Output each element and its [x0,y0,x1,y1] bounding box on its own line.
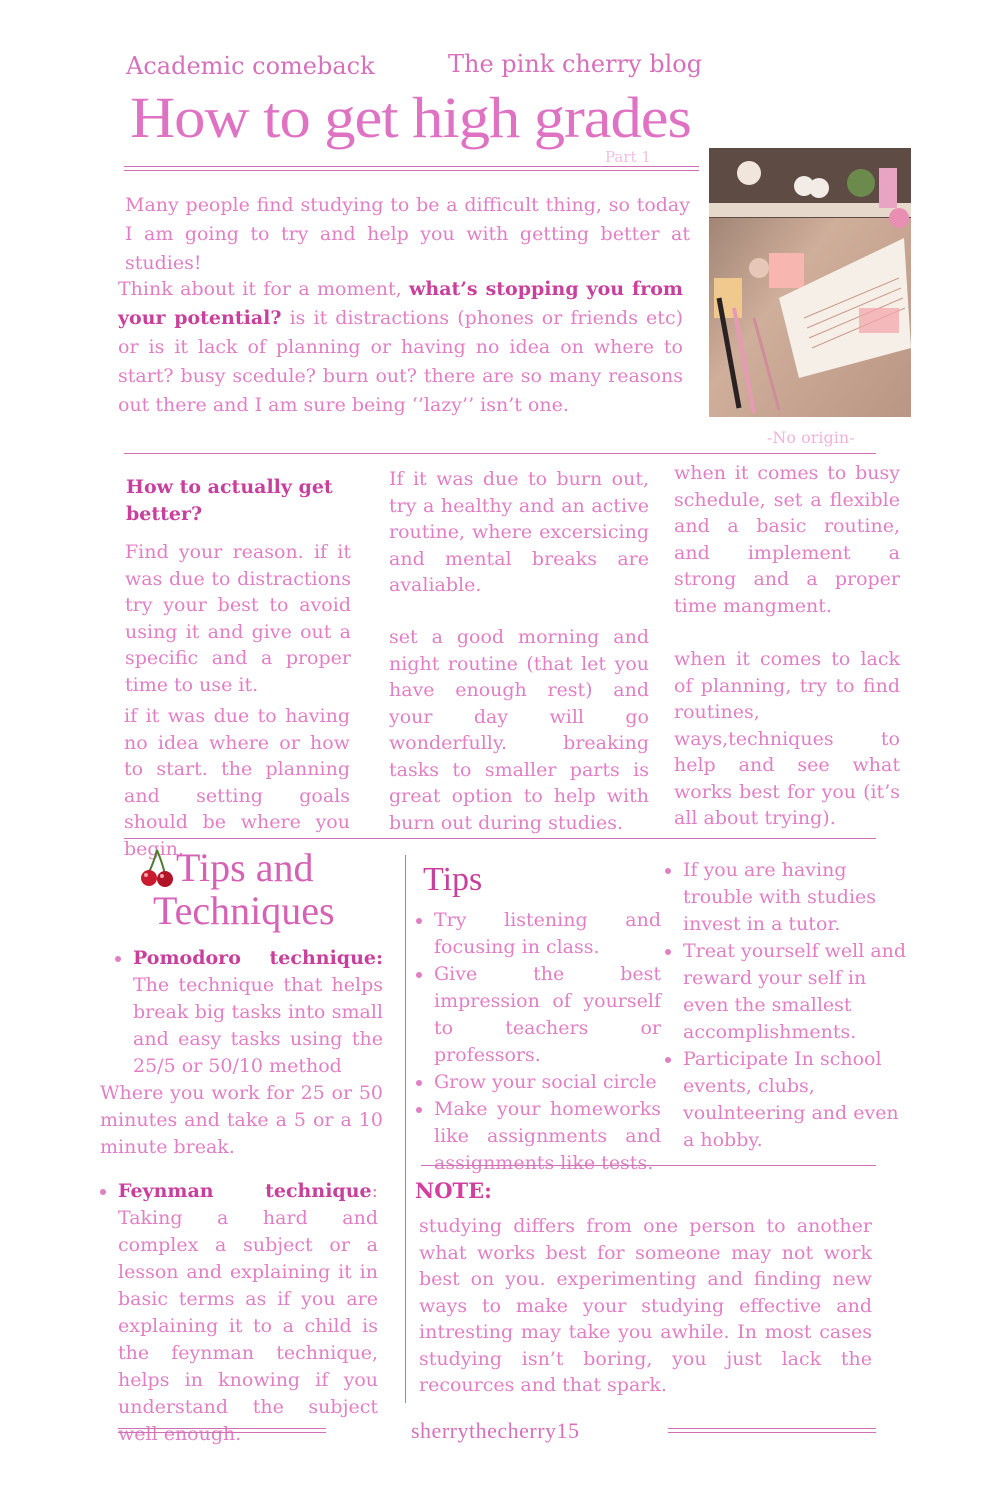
kicker-left: Academic comeback [126,52,375,80]
tips-left-text: Grow your social circle [434,1071,657,1093]
tips-left-item [434,961,661,1069]
footer-rule-left [118,1428,326,1433]
section1-col2-p1: If it was due to burn out, try a healthy and an active routine, where excersicing and mental breaks are avaliable. [389,468,649,596]
tips-right-item [683,938,913,1046]
tips-right-item [683,857,913,938]
section1-col2-p2: set a good morning and night routine (that let you have enough rest) and your day will go wonderfully. breaking tasks to smaller parts is great option to help with burn out during studies. [389,626,649,834]
intro-p2-lead: Think about it for a moment, [118,278,410,300]
kicker-right: The pink cherry blog [448,50,703,78]
section1-col3-p1: when it comes to busy schedule, set a flexible and a basic routine, and implement a strong and a proper time mangment. [674,462,900,617]
cherry-icon [140,848,176,888]
tips-left-text: Give the best impression of yourself to teachers or professors. [434,963,661,1066]
techniques-heading-line2: Techniques [153,888,335,933]
photo-caption: -No origin- [767,428,855,447]
tips-left-item [434,907,661,961]
tips-right-text: Participate In school events, clubs, voulnteering and even a hobby. [683,1048,899,1151]
tips-left-text: Try listening and focusing in class. [434,909,661,958]
desk-photo-image [709,148,911,417]
intro-p2-rest: is it distractions (phones or friends etc) or is it lack of planning or having no idea on where to start? busy scedule? burn out? there are so many reasons out there and I am sure being ‘’lazy’’ isn’t one. [118,307,683,416]
part-label: Part 1 [605,148,651,166]
feynman-list [118,1178,378,1448]
tips-heading: Tips [423,861,483,898]
tips-right-item [683,1046,913,1154]
tips-right-text: Treat yourself well and reward your self in even the smallest accomplishments. [683,940,907,1043]
feynman-bold: Feynman technique [118,1180,372,1202]
tips-left-item [434,1069,661,1096]
footer-rule-right [668,1428,876,1433]
tips-left-text: Make your homeworks like assignments and assignments like tests. [434,1098,661,1174]
section-rule-2 [124,838,876,839]
bullet-icon [665,1057,671,1063]
note-text: studying differs from one person to another what works best for someone may not work best on you. experimenting and finding new ways to make your studying effective and intresting may take you awhile. In most cases studying isn’t boring, you just lack the recources and that spark. [419,1215,872,1396]
bullet-icon [115,956,121,962]
bullet-icon [416,1080,422,1086]
feynman-item [118,1178,378,1448]
pomodoro-item [133,945,383,1080]
tips-right-text: If you are having trouble with studies invest in a tutor. [683,859,877,935]
footer-handle: sherrythecherry15 [411,1418,580,1443]
section1-heading: How to actually get better? [126,476,333,525]
feynman-text [118,1178,378,1448]
pomodoro-followup: Where you work for 25 or 50 minutes and take a 5 or a 10 minute break. [100,1082,383,1158]
tips-right-list [683,857,913,1154]
pomodoro-text [133,945,383,1080]
note-heading: NOTE: [415,1178,492,1203]
intro-paragraph-2 [118,275,683,420]
section1-col3-p2: when it comes to lack of planning, try to find routines, ways,techniques to help and see what works best for you (it’s all about trying). [674,648,900,829]
tips-left-list [434,907,661,1177]
intro-p2-bold: what’s stopping you from your potential? [118,278,684,329]
pomodoro-desc: The technique that helps break big tasks into small and easy tasks using the 25/5 or 50/10 method [133,974,383,1077]
section1-col1-p2: if it was due to having no idea where or how to start. the planning and setting goals should be where you begin. [124,705,350,860]
intro-paragraph-1: Many people find studying to be a difficult thing, so today I am going to try and help you with getting better at studies! [125,194,690,274]
pomodoro-bold: Pomodoro technique: [133,947,383,969]
bullet-icon [100,1189,106,1195]
bullet-icon [665,949,671,955]
bullet-icon [416,918,422,924]
bullet-icon [416,1107,422,1113]
bullet-icon [416,972,422,978]
tips-rule [421,1165,876,1166]
section1-col1-p1: Find your reason. if it was due to distractions try your best to avoid using it and give out a specific and a proper time to use it. [125,541,351,696]
feynman-desc: : Taking a hard and complex a subject or a lesson and explaining it in basic terms as if you are explaining it to a child is the feynman technique, helps in knowing if you understand the subject well enough. [118,1180,378,1445]
column-divider [405,855,406,1403]
desk-photo [709,148,911,417]
title-double-rule [124,166,699,171]
section-rule-1 [124,453,876,454]
bullet-icon [665,868,671,874]
page-title: How to get high grades [130,85,691,150]
techniques-heading-line1: Tips and [176,845,314,890]
pomodoro-list [133,945,383,1080]
